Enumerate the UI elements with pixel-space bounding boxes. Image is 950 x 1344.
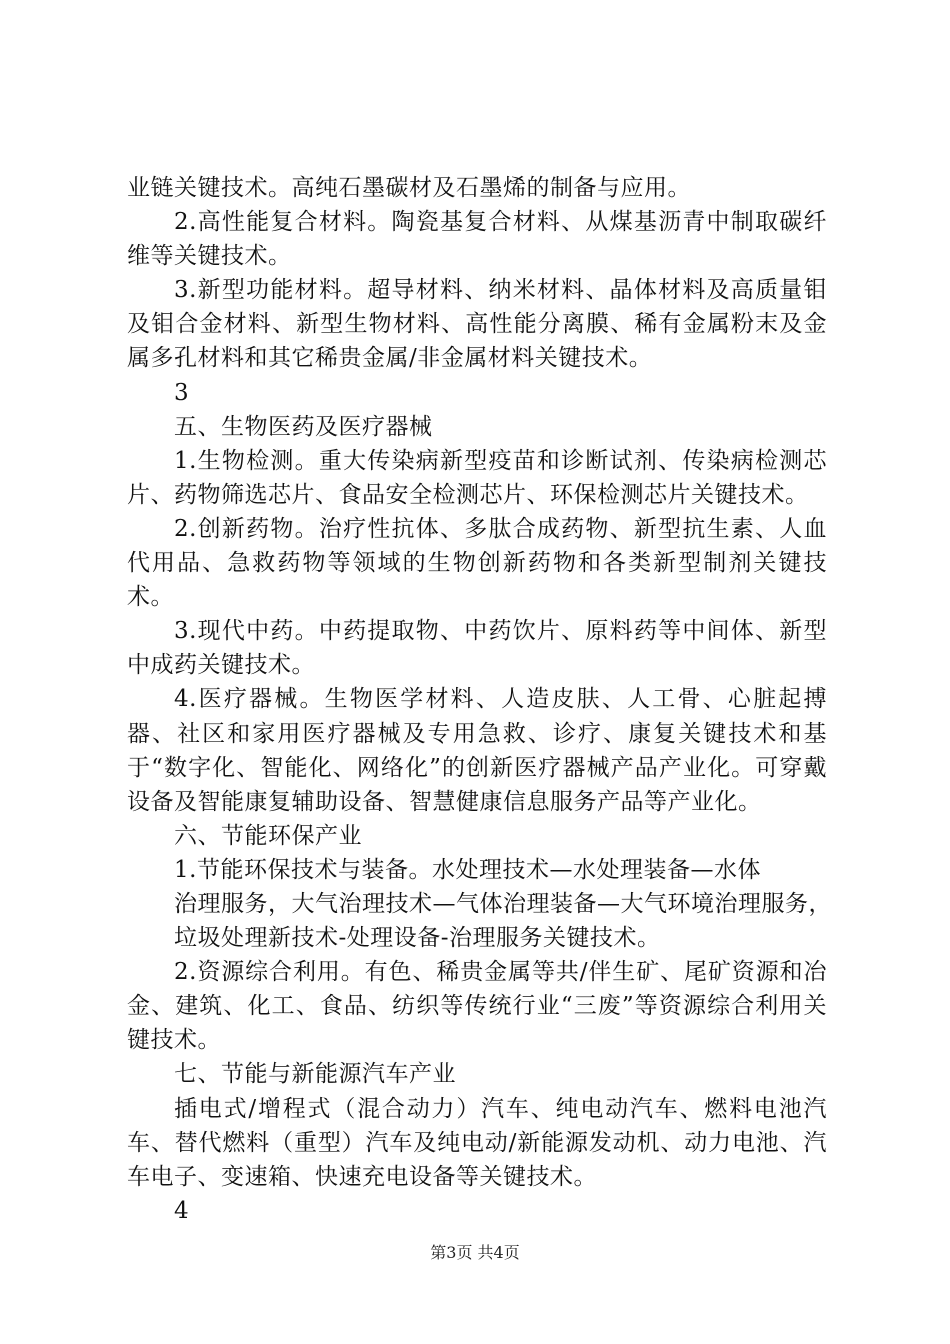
body-paragraph: 六、节能环保产业 — [174, 822, 362, 849]
paragraph-line: 垃圾处理新技术-处理设备-治理服务关键技术。 — [174, 925, 661, 952]
body-paragraph: 1.生物检测。重大传染病新型疫苗和诊断试剂、传染病检测芯片、药物筛选芯片、食品安全检测芯片、环保检测芯片关键技术。 — [127, 447, 827, 508]
body-paragraph: 2.高性能复合材料。陶瓷基复合材料、从煤基沥青中制取碳纤维等关键技术。 — [127, 209, 827, 270]
body-paragraph: 2.资源综合利用。有色、稀贵金属等共/伴生矿、尾矿资源和冶金、建筑、化工、食品、纺织等传统行业“三废”等资源综合利用关键技术。 — [127, 959, 827, 1054]
body-paragraph: 七、节能与新能源汽车产业 — [174, 1061, 456, 1088]
body-paragraph: 业链关键技术。高纯石墨碳材及石墨烯的制备与应用。 — [127, 175, 691, 201]
page-footer: 第3页 共4页 — [430, 1243, 520, 1262]
paragraph-line: 1.节能环保技术与装备。水处理技术—水处理装备—水体 — [174, 856, 761, 883]
document-body — [127, 171, 832, 1228]
body-paragraph: 2.创新药物。治疗性抗体、多肽合成药物、新型抗生素、人血代用品、急救药物等领域的生物创新药物和各类新型制剂关键技术。 — [127, 515, 827, 611]
body-paragraph: 插电式/增程式（混合动力）汽车、纯电动汽车、燃料电池汽车、替代燃料（重型）汽车及纯电动/新能源发动机、动力电池、汽车电子、变速箱、快速充电设备等关键技术。 — [127, 1095, 827, 1190]
body-paragraph: 4 — [174, 1197, 190, 1224]
body-paragraph — [127, 853, 832, 955]
body-paragraph: 4.医疗器械。生物医学材料、人造皮肤、人工骨、心脏起搏器、社区和家用医疗器械及专用急救、诊疗、康复关键技术和基于“数字化、智能化、网络化”的创新医疗器械产品产业化。可穿戴设备及智能康复辅助设备、智慧健康信息服务产品等产业化。 — [127, 686, 827, 815]
body-paragraph: 3.新型功能材料。超导材料、纳米材料、晶体材料及高质量钼及钼合金材料、新型生物材料、高性能分离膜、稀有金属粉末及金属多孔材料和其它稀贵金属/非金属材料关键技术。 — [127, 277, 827, 372]
body-paragraph: 3.现代中药。中药提取物、中药饮片、原料药等中间体、新型中成药关键技术。 — [127, 618, 827, 679]
paragraph-line: 治理服务，大气治理技术—气体治理装备—大气环境治理服务， — [174, 890, 832, 917]
body-paragraph: 五、生物医药及医疗器械 — [174, 413, 433, 440]
body-paragraph: 3 — [174, 379, 190, 406]
